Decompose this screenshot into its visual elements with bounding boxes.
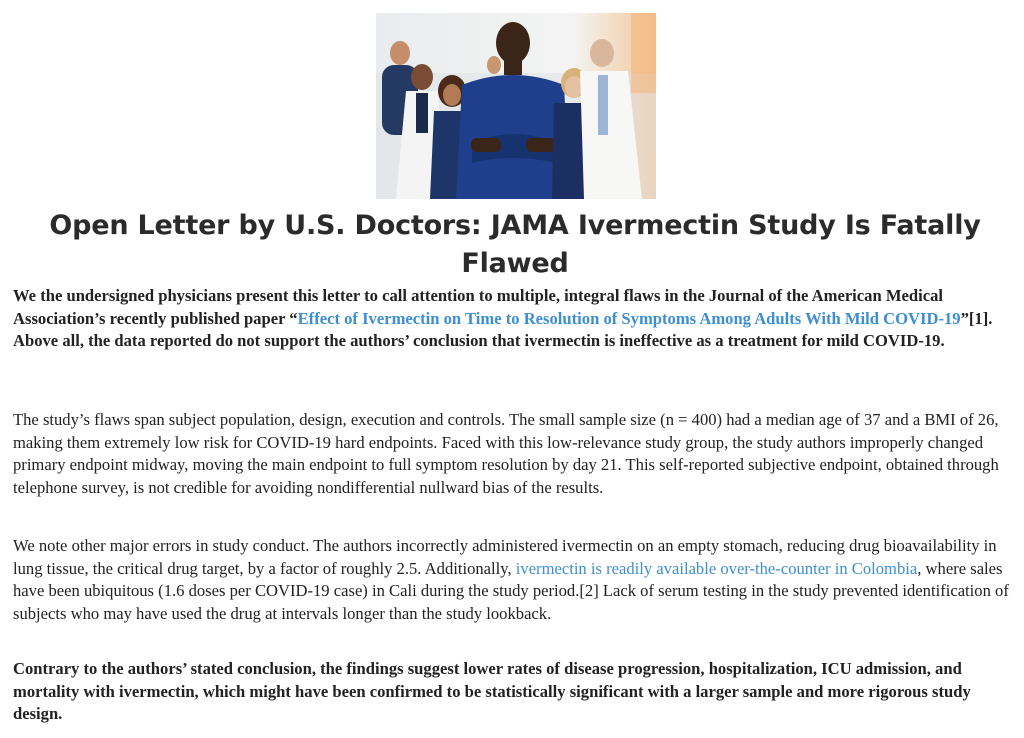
intro-text-after: ”[1]. Above all, the data reported do not support the authors’ conclusion that ivermectin is ineffective as a treatment for mild COVID-19. [13,308,993,350]
jama-paper-link[interactable]: Effect of Ivermectin on Time to Resolution of Symptoms Among Adults With Mild COVID-19 [297,308,961,328]
hero-image [376,13,656,199]
doctors-group-photo [376,13,656,199]
errors-text-after: , where sales have been ubiquitous (1.6 doses per COVID-19 case) in Cali during the study period.[2] Lack of serum testing in the study prevented identification of subjects who may have used the drug at intervals longer than the study lookback. [13,558,1009,623]
intro-text-before: We the undersigned physicians present this letter to call attention to multiple, integral flaws in the Journal of the American Medical Association’s recently published paper “ [13,286,943,328]
errors-text-before: We note other major errors in study conduct. The authors incorrectly administered ivermectin on an empty stomach, reducing drug bioavailability in lung tissue, the critical drug target, by a factor of roughly 2.5. Additionally, [13,536,997,578]
errors-paragraph [13,535,1013,625]
conclusion-paragraph: Contrary to the authors’ stated conclusion, the findings suggest lower rates of disease progression, hospitalization, ICU admission, and mortality with ivermectin, which might have been confirmed to be statistically significant with a larger sample and more rigorous study design. [13,659,971,723]
page-title: Open Letter by U.S. Doctors: JAMA Ivermectin Study Is Fatally Flawed [49,210,981,279]
intro-paragraph [13,285,1013,353]
colombia-otc-link[interactable]: ivermectin is readily available over-the-counter in Colombia [515,558,918,578]
flaws-paragraph: The study’s flaws span subject population, design, execution and controls. The small sample size (n = 400) had a median age of 37 and a BMI of 26, making them extremely low risk for COVID-19 hard endpoints. Faced with this low-relevance study group, the study authors improperly changed primary endpoint midway, moving the main endpoint to full symptom resolution by day 21. This self-reported subjective endpoint, obtained through telephone survey, is not credible for avoiding nondifferential nullward bias of the results. [13,410,999,497]
